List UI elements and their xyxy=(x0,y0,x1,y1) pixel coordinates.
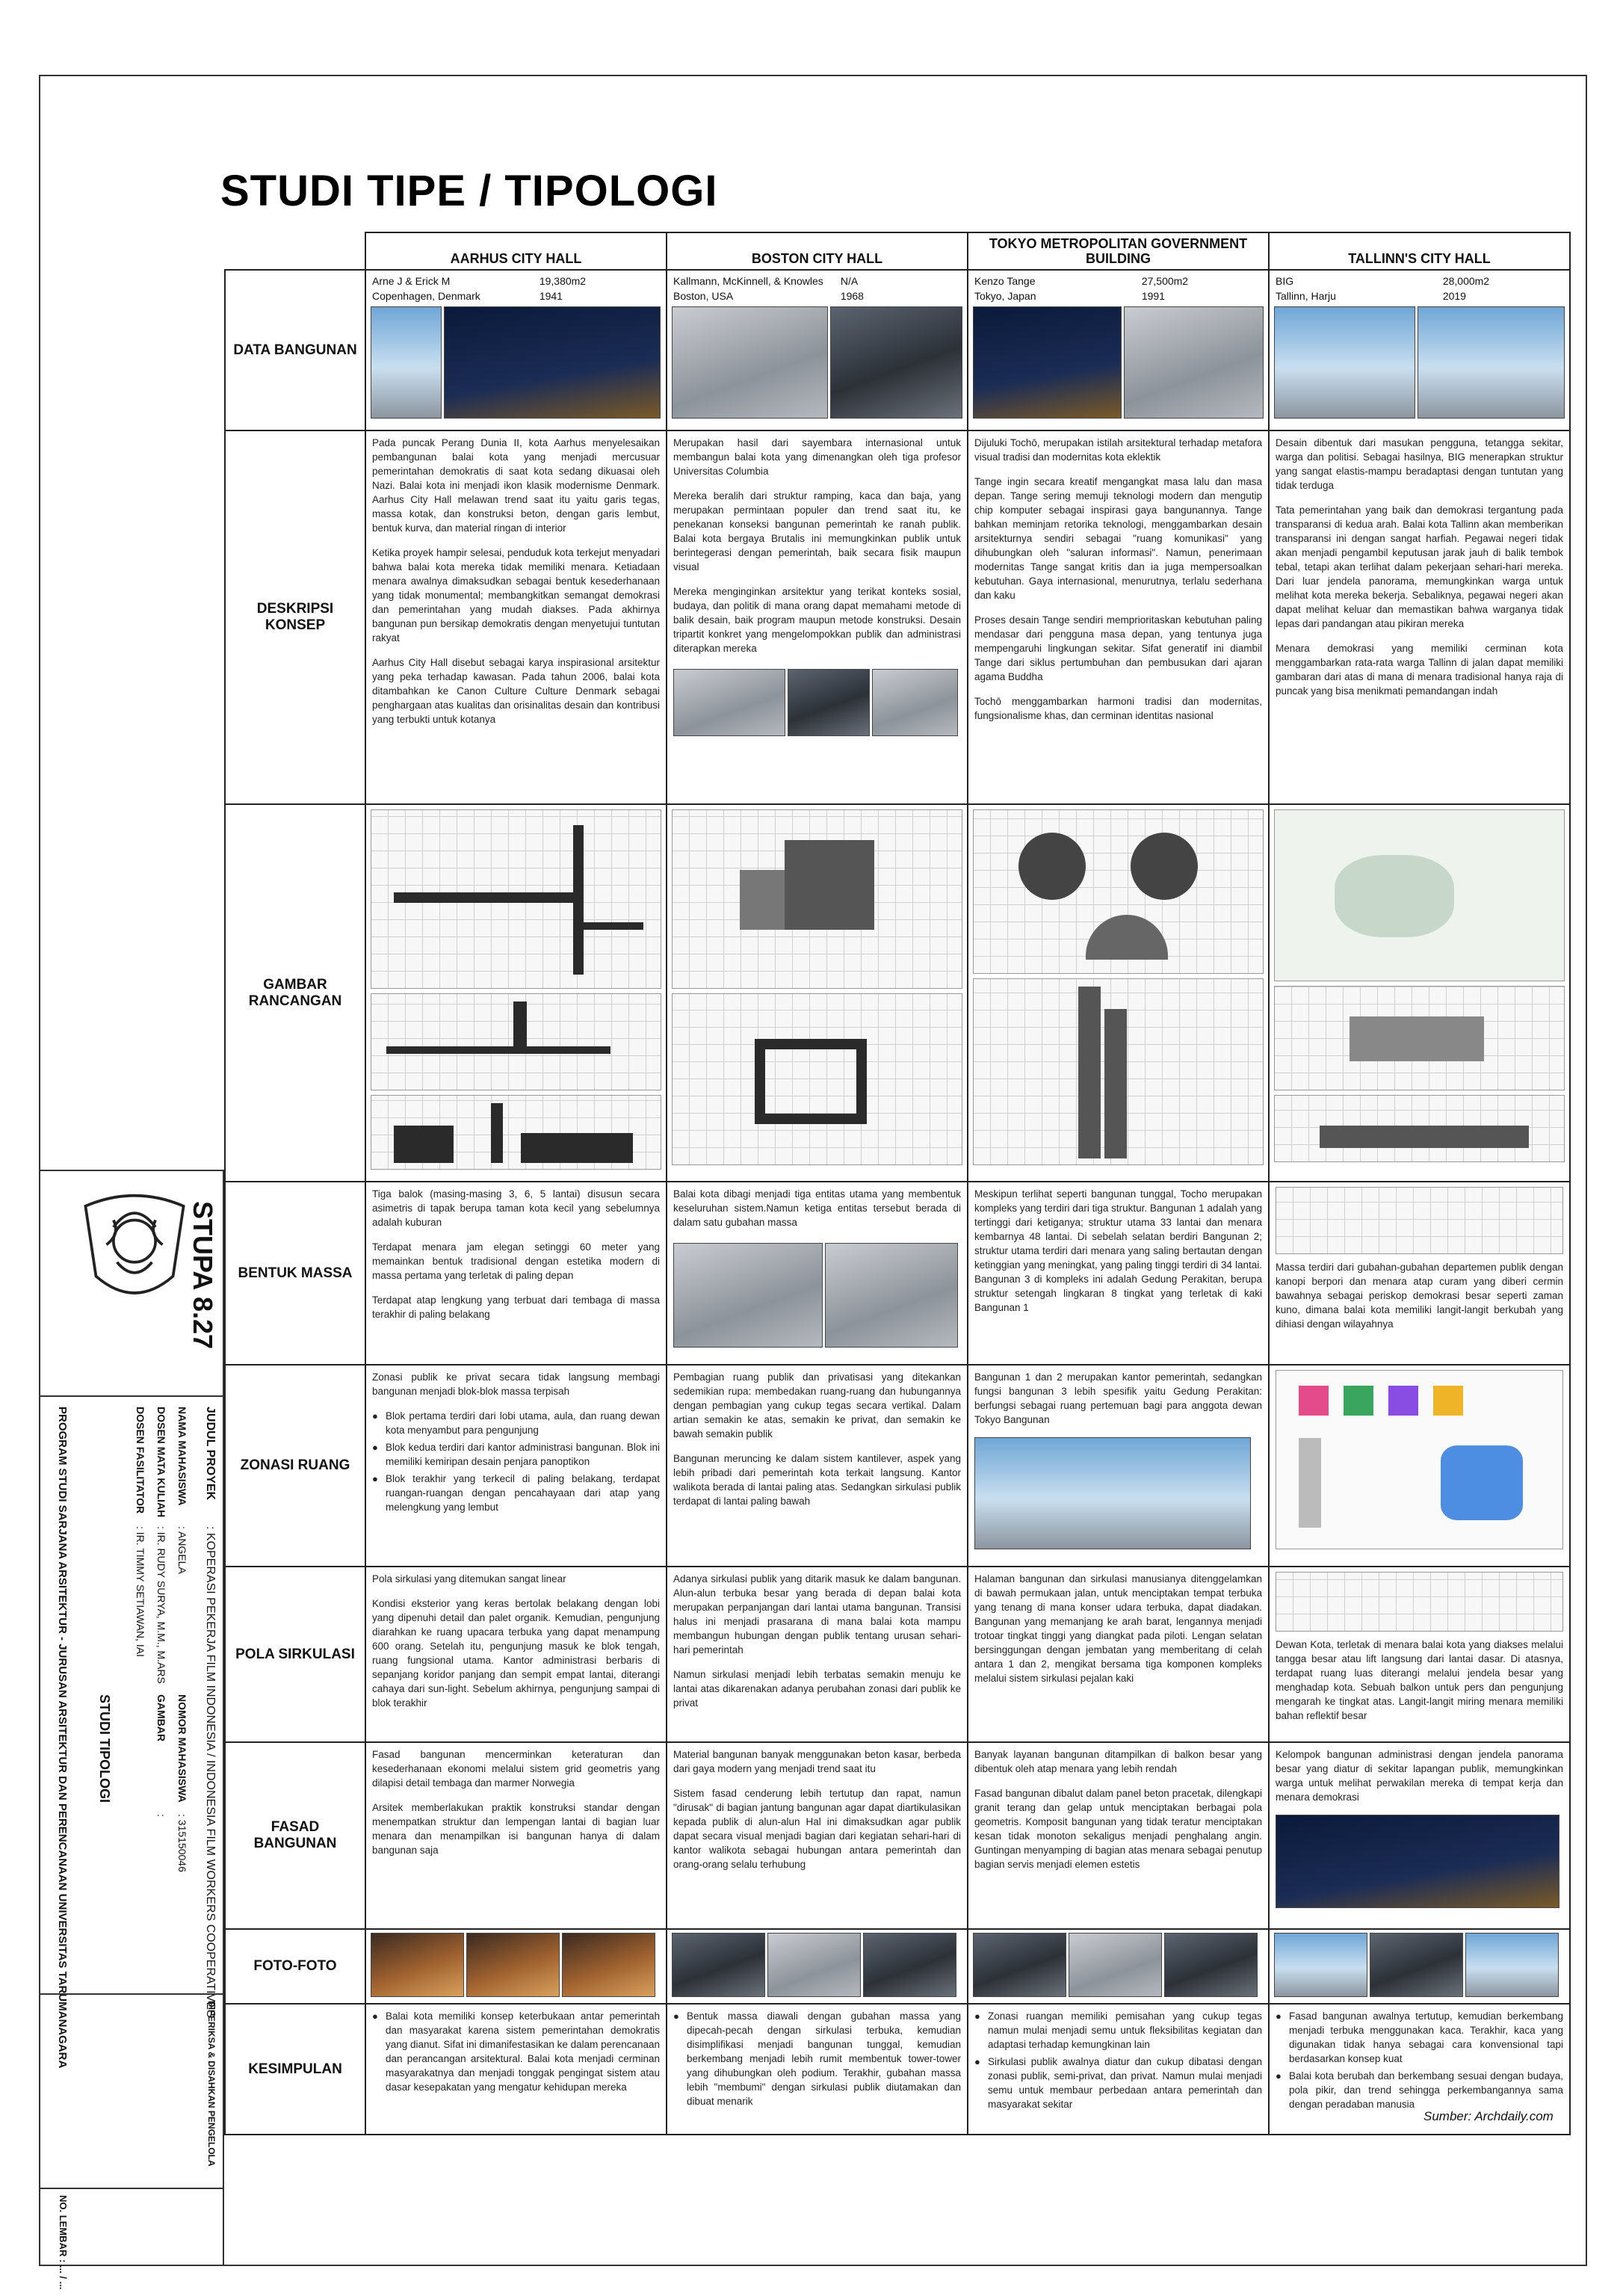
drawing-title: STUDI TIPOLOGI xyxy=(97,1694,112,1803)
col-header-tokyo: TOKYO METROPOLITAN GOVERNMENT BUILDING xyxy=(968,232,1269,270)
row-label-rancangan: GAMBAR RANCANGAN xyxy=(225,804,365,1182)
zonasi-boston: Pembagian ruang publik dan privatisasi yang ditekankan sedemikian rupa: membedakan ruang-ruang dan hubungannya dengan pembagian yang cukup tegas secara vertikal. Dalam artian semakin ke atas, semakin ke privat, dan semakin ke bawah semakin publik Bangunan meruncing ke dalam sistem kantilever, aspek yang lebih pribadi dari pemerintah kota terkait langsung. Kantor walikota berada di lantai paling atas. Sedangkan sirkulasi publik terdapat di lantai paling bawah xyxy=(667,1365,968,1567)
photo-interior xyxy=(673,669,785,736)
photo-plaza xyxy=(1124,306,1264,419)
sirkulasi-tokyo: Halaman bangunan dan sirkulasi manusianya ditenggelamkan di bawah permukaan jalan, untuk menciptakan tempat terbuka yang tenang di mana konser udara terbuka, dapat diadakan. Bangunan yang memanjang ke arah barat, lengannya menjadi trotoar tingkat tinggi yang diangkat pada piloti. Lengan selatan bersinggungan dengan jembatan yang memberitang di celah antara 1 dan 2, mengikat bersama tiga komponen kompleks melalui sistem sirkulasi pejalan kaki xyxy=(968,1567,1269,1742)
foto-tokyo xyxy=(968,1929,1269,2004)
row-label-kesimpulan: KESIMPULAN xyxy=(225,2004,365,2135)
program-name: PROGRAM STUDI SARJANA ARSITEKTUR - JURUSAN ARSITEKTUR DAN PERENCANAAN UNIVERSITAS TARUMANAGARA xyxy=(56,1407,69,2069)
kesimpulan-tokyo: ● Zonasi ruangan memiliki pemisahan yang cukup tegas namun mulai menjadi semu untuk fleksibilitas kegiatan dan adaptasi terhadap kemungkinan lain ● Sirkulasi publik awalnya diatur dan cukup dibatasi dengan zonasi publik, semi-privat, dan privat. Namun mulai menjadi semu untuk membaur perbedaan antara pemerintah dan masyarakat sekitar xyxy=(968,2004,1269,2135)
elevation xyxy=(973,978,1264,1165)
sirkulasi-aarhus: Pola sirkulasi yang ditemukan sangat linear Kondisi eksterior yang keras bertolak belakang dengan lobi yang dipenuhi detail dan palet organik. Kemudian, pengunjung diarahkan ke ruang upacara terbuka yang dapat menampung 600 orang. Setelah itu, pengunjung masuk ke blok tengah, ruang fungsional utama. Kantor administrasi berbaris di sepanjang koridor panjang dan sempit empat lantai, diterangi cahaya dari sun-light. Sebelum akhirnya, pengunjung sampai di blok terakhir xyxy=(365,1567,667,1742)
site-plan xyxy=(1274,809,1565,981)
student-number: : 315150046 xyxy=(176,1814,188,1872)
massa-tallinn: Massa terdiri dari gubahan-gubahan departemen publik dengan kanopi berpori dan menara atap curam yang diberi cermin bawahnya sebagai periskop demokrasi besar seperti zaman kuno, dimana balai kota memiliki langit-langit berkubah yang dihiasi dengan wilayahnya xyxy=(1269,1182,1570,1365)
massa-boston: Balai kota dibagi menjadi tiga entitas utama yang membentuk keseluruhan sistem.Namun ketiga entitas tersebut berada di dalam satu gubahan massa xyxy=(667,1182,968,1365)
stupa-code: STUPA 8.27 xyxy=(188,1201,218,1350)
rancangan-boston xyxy=(667,804,968,1182)
kesimpulan-aarhus: ● Balai kota memiliki konsep keterbukaan antar pemerintah dan masyarakat karena sistem pemerintahan demokratis yang dianut. Sifat ini dimanifestasikan ke dalam perencanaan dan perancangan arsitektural. Balai kota menjadi cerminan masyarakatnya dan menjadi tonggak pengingat sistem atau dasar kesepakatan yang mengatur kehidupan mereka xyxy=(365,2004,667,2135)
photo-towers-aerial xyxy=(974,1437,1251,1549)
data-boston xyxy=(667,270,968,430)
render-facade-night xyxy=(1276,1815,1559,1908)
konsep-tallinn: Desain dibentuk dari masukan pengguna, tetangga sekitar, warga dan politisi. Sebagai hasilnya, BIG menerapkan struktur yang sangat elastis-mampu beradaptasi dengan tuntutan yang tidak terduga Tata pemerintahan yang baik dan demokrasi tergantung pada transparansi di kedua arah. Balai kota Tallinn akan memberikan transparansi ini dengan sangat harfiah. Pegawai negeri tidak akan menjadi pengambil keputusan jarak jauh di balik tembok tebal, tetapi akan terlihat dalam pekerjaan sehari-hari mereka. Dari luar jendela panorama, memungkinkan warga untuk melihat kota mereka bekerja. Sebaliknya, pegawai negeri akan dapat melihat keluar dan memastikan bahwa warganya tidak lepas dari pandangan atau pikiran mereka Menara demokrasi yang memiliki cerminan kota menggambarkan rata-rata warga Tallinn di jalan dapat memiliki gambaran dari atas di mana di menara tradisional hanya raja di puncak yang bisa menikmati pemandangan indah xyxy=(1269,430,1570,804)
title-block: STUPA 8.27 JUDUL PROYEK : KOPERASI PEKERJA FILM INDONESIA / INDONESIA FILM WORKERS COOPERATIVES NAMA MAHASISWA : ANGELA NOMOR MAHASISWA : 315150046 DOSEN MATA KULIAH : IR. RUDY SURYA, M.M., M.ARS GAMBAR : DOSEN FASILITATOR : IR. TIMMY SETIAWAN, IAI STUDI TIPOLOGI PROGRAM STUDI SARJANA ARSITEKTUR - JURUSAN ARSITEKTUR DAN PERENCANAAN UNIVERSITAS TARUMANAGARA DIPERIKSA & DISAHKAN PENGELOLA NO. LEMBAR : ... / ... xyxy=(39,1170,224,2266)
area: 19,380m2 xyxy=(539,275,587,287)
photo-stair xyxy=(788,669,870,736)
row-label-massa: BENTUK MASSA xyxy=(225,1182,365,1365)
render-tower xyxy=(1274,306,1415,419)
mass-diagram xyxy=(1276,1187,1563,1254)
year: 2019 xyxy=(1442,290,1466,302)
row-label-konsep: DESKRIPSI KONSEP xyxy=(225,430,365,804)
col-header-aarhus: AARHUS CITY HALL xyxy=(365,232,667,270)
rancangan-tokyo xyxy=(968,804,1269,1182)
area: 28,000m2 xyxy=(1442,275,1490,287)
data-aarhus xyxy=(365,270,667,430)
row-label-sirkulasi: POLA SIRKULASI xyxy=(225,1567,365,1742)
zonasi-aarhus: Zonasi publik ke privat secara tidak langsung membagi bangunan menjadi blok-blok massa terpisah ● Blok pertama terdiri dari lobi utama, aula, dan ruang dewan kota menyambut para pengunjung ● Blok kedua terdiri dari kantor administrasi bangunan. Blok ini memiliki kemiripan desain penjara panoptikon ● Blok terakhir yang terkecil di paling belakang, terdapat ruangan-ruangan dengan pencahayaan dari atap yang melengkung yang lembut xyxy=(365,1365,667,1567)
foto-tallinn xyxy=(1269,1929,1570,2004)
data-tallinn xyxy=(1269,270,1570,430)
col-header-boston: BOSTON CITY HALL xyxy=(667,232,968,270)
fasad-tokyo: Banyak layanan bangunan ditampilkan di balkon besar yang dibentuk oleh atap menara yang lebih rendah Fasad bangunan dibalut dalam panel beton pracetak, dilengkapi granit terang dan gelap untuk menciptakan berbagai pola geometris. Komposit bangunan yang tidak teratur menciptakan kesan tidak monoton sekaligus menjadi penghalang angin. Guntingan menyamping di bagian atas menara sebagai penutup bagian servis menjadi elemen estetis xyxy=(968,1742,1269,1929)
site-plan xyxy=(973,809,1264,974)
elevation xyxy=(371,1095,661,1170)
photo-tower xyxy=(371,306,442,419)
zonasi-tallinn xyxy=(1269,1365,1570,1567)
approval: DIPERIKSA & DISAHKAN PENGELOLA xyxy=(206,2001,217,2167)
photo-hall xyxy=(872,669,958,736)
foto-boston xyxy=(667,1929,968,2004)
section xyxy=(371,993,661,1090)
kesimpulan-boston: ● Bentuk massa diawali dengan gubahan massa yang dipecah-pecah dengan sirkulasi terbuka, kemudian disimplifikasi menjadi bangunan tunggal, kemudian berkembang menjadi lebih rumit membentuk tower-tower yang dihubungkan oleh podium. Terakhir, gubahan massa lebih "membumi" dengan sirkulasi publik diutamakan dan dibuat menarik xyxy=(667,2004,968,2135)
fasad-boston: Material bangunan banyak menggunakan beton kasar, berbeda dari gaya modern yang menjadi trend saat itu Sistem fasad cenderung lebih tertutup dan rapat, namun "dirusak" di bagian jantung bangunan agar dapat diartikulasikan kepada publik di alun-alun Hal ini dimaksudkan agar publik dapat secara visual menjadi bagian dari kegiatan sehari-hari di kantor walikota sebagai hubungan antara pemerintah dan orang-orang selalu terhubung xyxy=(667,1742,968,1929)
architect: Arne J & Erick M xyxy=(372,275,451,287)
area: 27,500m2 xyxy=(1141,275,1189,287)
location: Tallinn, Harju xyxy=(1276,290,1336,302)
university-logo-icon xyxy=(78,1177,191,1319)
project-title: : KOPERASI PEKERJA FILM INDONESIA / INDONESIA FILM WORKERS COOPERATIVES xyxy=(204,1526,217,2018)
col-header-tallinn: TALLINN'S CITY HALL xyxy=(1269,232,1570,270)
facilitator: : IR. TIMMY SETIAWAN, IAI xyxy=(135,1526,146,1658)
year: 1968 xyxy=(840,290,864,302)
photo-exterior xyxy=(672,306,828,419)
sirkulasi-tallinn: Dewan Kota, terletak di menara balai kota yang diakses melalui tangga besar atau lift langsung dari lantai dasar. Di atasnya, terdapat ruang luas diterangi melalui jendela besar yang menghadap kota. Sebuah balkon untuk pers dan pengunjung mengarah ke tingkat atas. Langit-langit miring menara memiliki bahan reflektif besar xyxy=(1269,1567,1570,1742)
foto-aarhus xyxy=(365,1929,667,2004)
fasad-tallinn: Kelompok bangunan administrasi dengan jendela panorama besar yang diatur di sekitar lapangan publik, memungkinkan warga untuk melihat perwakilan mereka di tempat kerja dan menara demokrasi xyxy=(1269,1742,1570,1929)
page-title: STUDI TIPE / TIPOLOGI xyxy=(220,167,718,215)
konsep-boston: Merupakan hasil dari sayembara internasional untuk membangun balai kota yang dimenangkan oleh tiga profesor Universitas Columbia Mereka beralih dari struktur ramping, kaca dan baja, yang merupakan permintaan populer dan trend saat itu, ke penekanan konseksi bangunan pemerintah ke ranah publik. Balai kota bergaya Brutalis ini memungkinkan publik untuk berintegerasi dengan pemerintah, baik secara fisik maupun visual Mereka menginginkan arsitektur yang terikat konteks sosial, budaya, dan politik di mana orang dapat memahami metode di balik desain, baik program maupun metode konstruksi. Desain tripartit konkret yang mengelompokkan publik dan administrasi diterapkan mereka xyxy=(667,430,968,804)
location: Tokyo, Japan xyxy=(974,290,1036,302)
row-label-foto: FOTO-FOTO xyxy=(225,1929,365,2004)
row-label-fasad: FASAD BANGUNAN xyxy=(225,1742,365,1929)
zonasi-tokyo: Bangunan 1 dan 2 merupakan kantor pemerintah, sedangkan fungsi bangunan 3 lebih spesifik yaitu Gedung Perakitan: berfungsi sebagai ruang pertemuan bagi para anggota dewan Tokyo Bangunan xyxy=(968,1365,1269,1567)
render-city xyxy=(1418,306,1565,419)
source-note: Sumber: Archdaily.com xyxy=(1423,2109,1554,2123)
floor-plan xyxy=(371,809,661,989)
photo-mass xyxy=(673,1243,823,1348)
massa-aarhus: Tiga balok (masing-masing 3, 6, 5 lantai) disusun secara asimetris di tapak berupa taman kota kecil yang sebelumnya adalah kuburan Terdapat menara jam elegan setinggi 60 meter yang memainkan bentuk tradisional dengan estetika modern di massa pertama yang terletak di paling depan Terdapat atap lengkung yang terbuat dari tembaga di massa terakhir di paling belakang xyxy=(365,1182,667,1365)
fasad-aarhus: Fasad bangunan mencerminkan keteraturan dan kesederhanaan ekonomi melalui sistem grid geometris yang dilapisi detail tembaga dan marmer Norwegia Arsitek memberlakukan praktik konstruksi standar dengan menempatkan struktur dan lempengan lantai di bagian luar menara dan menampilkan isi bangunan hanya di dalam bangunan saja xyxy=(365,1742,667,1929)
circulation-diagram xyxy=(1276,1572,1563,1632)
massa-tokyo: Meskipun terlihat seperti bangunan tunggal, Tocho merupakan kompleks yang terdiri dari tiga struktur. Bangunan 1 adalah yang tertinggi dari ketiganya; struktur utama 33 lantai dan menara kembarnya 48 lantai. Di sebelah selatan berdiri Bangunan 2; struktur utama terdiri dari menara yang saling bertautan dengan ketinggian yang meningkat, yang paling tinggi terdiri di 34 lantai. Bangunan 3 di kompleks ini adalah Gedung Perakitan, berupa struktur setengah lingkaran 8 tingkat yang terletak di kaki Bangunan 1 xyxy=(968,1182,1269,1365)
year: 1941 xyxy=(539,290,563,302)
rancangan-aarhus xyxy=(365,804,667,1182)
corner-cell xyxy=(225,232,365,270)
photo-night xyxy=(444,306,661,419)
section xyxy=(1274,1095,1565,1162)
location: Copenhagen, Denmark xyxy=(372,290,480,302)
photo-mass-aerial xyxy=(825,1243,958,1348)
konsep-tokyo: Dijuluki Tochō, merupakan istilah arsitektural terhadap metafora visual tradisi dan modernitas kota eklektik Tange ingin secara kreatif mengangkat masa lalu dan masa depan. Tange sering memuji teknologi modern dan mengutip chip komputer sebagai inspirasi gaya bangunannya. Tange bahkan meminjam retorika teknologi, menggambarkan desain arsitekturnya sendiri sebagai "ruang komunikasi" yang dihubungkan oleh "saluran informasi". Namun, penerimaan modernitas Tange sangat kritis dan ia juga mempersoalkan kebutuhan. Gaya internasional, menurutnya, terlalu sederhana dan kaku Proses desain Tange sendiri memprioritaskan kebutuhan paling mendasar dari pengguna masa depan, yang tentunya juga mempengaruhi lingkungan sekitar. Sifat generatif ini diambil Tange dari siklus pertumbuhan dan pembusukan dari ajaran agama Buddha Tochō menggambarkan harmoni tradisi dan modernitas, fungsionalisme khas, dan cerminan identitas nasional xyxy=(968,430,1269,804)
architect: BIG xyxy=(1276,275,1294,287)
architect: Kallmann, McKinnell, & Knowles xyxy=(673,275,823,287)
floor-plan xyxy=(1274,986,1565,1090)
sheet-number: NO. LEMBAR : ... / ... xyxy=(58,2195,69,2290)
area: N/A xyxy=(840,275,859,287)
architect: Kenzo Tange xyxy=(974,275,1036,287)
kesimpulan-tallinn: ● Fasad bangunan awalnya tertutup, kemudian berkembang menjadi terbuka menggunakan kaca. Terakhir, kaca yang digunakan tidak hanya sebagai cara konvensional tapi berdasarkan konsep kuat ● Balai kota berubah dan berkembang sesuai dengan budaya, pola pikir, dan trend sehingga perkembangannya sama dengan peradaban manusia xyxy=(1269,2004,1570,2135)
konsep-aarhus: Pada puncak Perang Dunia II, kota Aarhus menyelesaikan pembangunan balai kota yang menjadi mercusuar pemerintahan demokratis di saat kota sedang dikuasai oleh Nazi. Balai kota ini menjadi ikon klasik modernisme Denmark. Aarhus City Hall melawan trend saat itu yaitu garis tegas, massa kotak, dan konstruksi beton, dengan garis lembut, bentuk kurva, dan material ringan di interior Ketika proyek hampir selesai, penduduk kota terkejut menyadari bahwa balai kota mereka tidak memiliki menara. Ketiadaan menara awalnya dimaksudkan sebagai bentuk kesederhanaan yang tidak monumental; membangkitkan semangat demokrasi dan pemerintahan yang mudah diakses. Pada akhirnya bangunan pun bersikap demokratis dengan menyetujui tuntutan rakyat Aarhus City Hall disebut sebagai karya inspirasional arsitektur yang peka terhadap kawasan. Pada tahun 2006, balai kota ditambahkan ke Canon Culture Culture Denmark sebagai penghargaan atas kualitas dan orisinalitas desain dan kontribusi yang terbukti untuk kotanya xyxy=(365,430,667,804)
row-label-data: DATA BANGUNAN xyxy=(225,270,365,430)
student-name: : ANGELA xyxy=(176,1526,188,1574)
year: 1991 xyxy=(1141,290,1165,302)
site-plan xyxy=(672,809,962,989)
rancangan-tallinn xyxy=(1269,804,1570,1182)
photo-towers xyxy=(973,306,1122,419)
floor-plan xyxy=(672,993,962,1165)
lecturer: : IR. RUDY SURYA, M.M., M.ARS xyxy=(155,1526,167,1684)
zoning-diagram xyxy=(1276,1370,1563,1549)
data-tokyo xyxy=(968,270,1269,430)
typology-table xyxy=(224,232,1571,2135)
row-label-zonasi: ZONASI RUANG xyxy=(225,1365,365,1567)
location: Boston, USA xyxy=(673,290,734,302)
photo-plaza xyxy=(830,306,962,419)
sirkulasi-boston: Adanya sirkulasi publik yang ditarik masuk ke dalam bangunan. Alun-alun terbuka besar yang berada di depan balai kota merupakan perpanjangan dari lantai utama bangunan. Transisi halus ini menjadi prasarana di mana balai kota mampu membangun hubungan dengan publik tentang urusan sehari-hari pemerintah Namun sirkulasi menjadi lebih terbatas semakin menuju ke lantai atas dikarenakan adanya perubahan zonasi dari publik ke privat xyxy=(667,1567,968,1742)
